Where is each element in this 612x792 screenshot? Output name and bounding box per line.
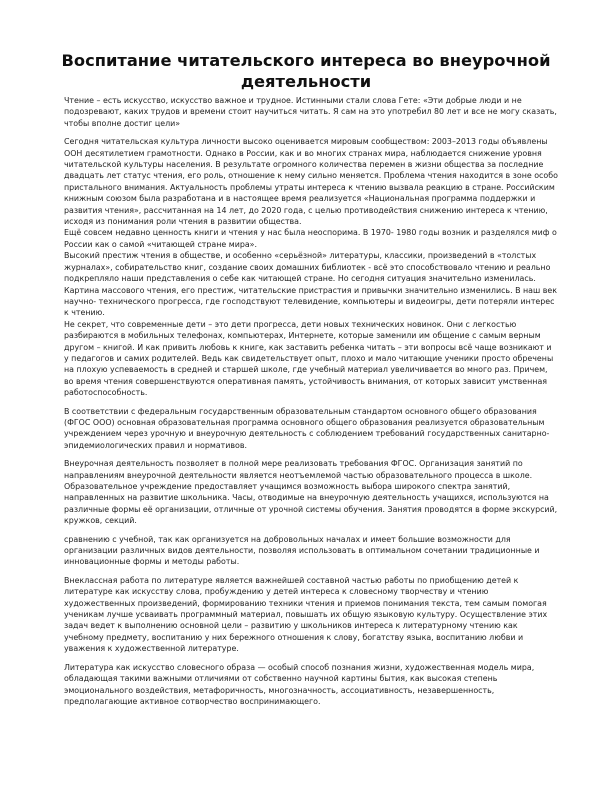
paragraph: Высокий престиж чтения в обществе, и особенно «серьёзной» литературы, классики, произведений в «толстых журналах», собирательство книг, создание своих домашних библиотек - всё это способствовало чтению и реально подкрепляло наши представления о себе как читающей стране. Но сегодня ситуация значительно изменилась. Картина массового чтения, его престиж, читательские пристрастия и привычки значительно изменились. В наш век научно- технического прогресса, где господствуют телевидение, компьютеры и видеоигры, дети потеряли интерес к чтению. (64, 251, 557, 318)
document-title: Воспитание читательского интереса во внеурочной деятельности (61, 51, 551, 91)
paragraph: Внеурочная деятельность позволяет в полной мере реализовать требования ФГОС. Организация занятий по направлениям внеурочной деятельности является неотъемлемой частью образовательного процесса в школе. Образовательное учреждение предоставляет учащимся возможность выбора широкого спектра занятий, направленных на развитие школьника. Часы, отводимые на внеурочную деятельность учащихся, используются на различные формы её организации, отличные от урочной системы обучения. Занятия проводятся в форме экскурсий, кружков, секций. (64, 459, 558, 526)
paragraph: Внеклассная работа по литературе является важнейшей составной частью работы по приобщению детей к литературе как искусству слова, пробуждению у детей интереса к словесному творчеству и чтению художественных произведений, формированию техники чтения и приемов понимания текста, тем самым помогая ученикам лучше усваивать программный материал, повышать их общую языковую культуру. Осуществление этих задач ведет к выполнению основной цели – развитию у школьников интереса к литературному чтению как учебному предмету, воспитанию у них бережного отношения к слову, богатству языка, воспитанию любви и уважения к художественной литературе. (64, 575, 548, 654)
paragraph: В соответствии с федеральным государственным образовательным стандартом основного общего образования (ФГОС ООО) основная образовательная программа основного общего образования реализуется образовательным учреждением через урочную и внеурочную деятельность с соблюдением требований государственных санитарно-эпидемиологических правил и нормативов. (64, 406, 550, 450)
document-body (64, 95, 558, 714)
paragraph: Сегодня читательская культура личности высоко оценивается мировым сообществом: 2003–2013 годы объявлены ООН десятилетием грамотности. Однако в России, как и во многих странах мира, наблюдается снижение уровня читательской культуры населения. В результате огромного количества перемен в жизни общества за последние двадцать лет статус чтения, его роль, отношение к нему сильно меняется. Проблема чтения находится в зоне особо пристального внимания. Актуальность проблемы утраты интереса к чтению вызвала реакцию в стране. Российским книжным союзом была разработана и в настоящее время реализуется «Национальная программа поддержки и развития чтения», рассчитанная на 14 лет, до 2020 года, с целью противодействия снижению интереса к чтению, исходя из понимания роли чтения в развитии общества. (64, 137, 558, 227)
paragraph: Ещё совсем недавно ценность книги и чтения у нас была неоспорима. В 1970- 1980 годы возник и разделялся миф о России как о самой «читающей стране мира». (64, 228, 557, 249)
paragraph: Не секрет, что современные дети – это дети прогресса, дети новых технических новинок. Они с легкостью разбираются в мобильных телефонах, компьютерах, Интернете, которые заменили им общение с самым верным другом – книгой. И как привить любовь к книге, как заставить ребенка читать – эти вопросы всё чаще возникают и у педагогов и самих родителей. Ведь как свидетельствует опыт, плохо и мало читающие ученики просто обречены на плохую успеваемость в средней и старшей школе, где учебный материал увеличивается во много раз. Причем, во время чтения совершенствуются оперативная память, устойчивость внимания, от которых зависит умственная работоспособность. (64, 319, 554, 398)
paragraph: сравнению с учебной, так как организуется на добровольных началах и имеет большие возможности для организации различных видов деятельности, позволяя использовать в оптимальном сочетании традиционные и инновационные формы и методы работы. (64, 534, 540, 567)
paragraph: Литература как искусство словесного образа — особый способ познания жизни, художественная модель мира, обладающая такими важными отличиями от собственно научной картины бытия, как высокая степень эмоционального воздействия, метафоричность, многозначность, ассоциативность, незавершенность, предполагающие активное сотворчество воспринимающего. (64, 662, 535, 706)
paragraph-epigraph: Чтение – есть искусство, искусство важное и трудное. Истинными стали слова Гете: «Эти добрые люди и не подозревают, каких трудов и времени стоит научиться читать. Я сам на это употребил 80 лет и все не могу сказать, чтобы вполне достиг цели» (64, 96, 557, 128)
